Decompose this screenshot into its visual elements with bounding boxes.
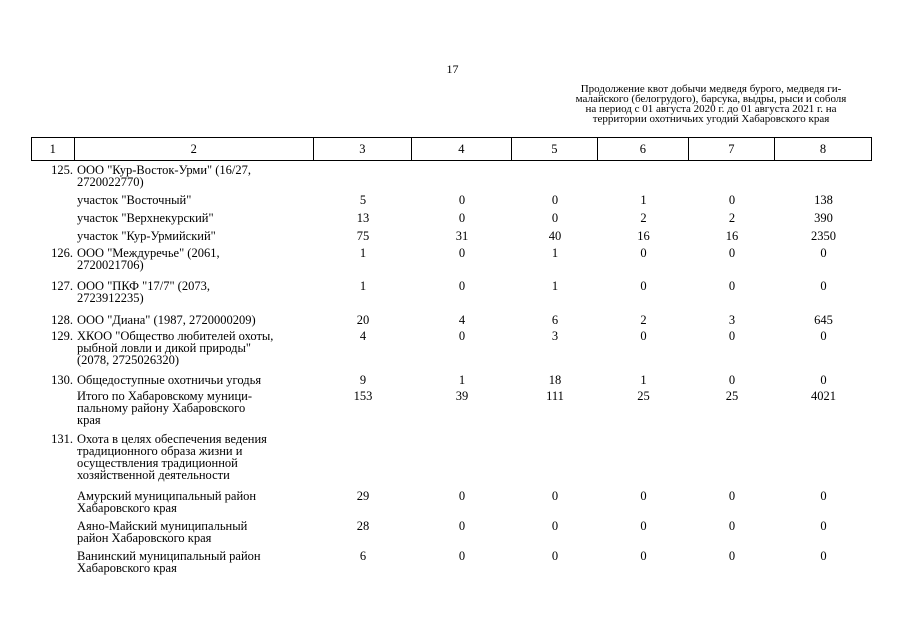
value-col-4: 1 <box>458 373 466 387</box>
row-name <box>76 544 314 574</box>
row-name-line: участок "Кур-Урмийский" <box>77 229 216 243</box>
value-col-4 <box>412 161 512 188</box>
value-col-7: 0 <box>728 519 736 533</box>
value-col-6: 1 <box>640 373 647 387</box>
table-body <box>31 161 872 574</box>
value-col-7: 0 <box>728 246 736 260</box>
table-row <box>31 242 872 271</box>
value-col-5 <box>512 426 598 481</box>
table-row <box>31 271 872 304</box>
value-col-6 <box>598 161 689 188</box>
value-col-3: 6 <box>359 549 367 563</box>
value-col-7: 25 <box>725 389 739 403</box>
caption-line: на период с 01 августа 2020 г. до 01 августа 2021 г. на <box>585 103 837 115</box>
value-col-6: 0 <box>640 279 647 293</box>
row-number: 128. <box>51 313 73 327</box>
row-name-line: Общедоступные охотничьи угодья <box>77 373 262 387</box>
value-col-3: 4 <box>359 329 367 343</box>
row-name <box>76 224 314 242</box>
row-name-line: (2078, 2725026320) <box>77 353 180 367</box>
row-name <box>76 304 314 326</box>
value-col-3: 5 <box>359 193 367 207</box>
row-name-line: 2720022770) <box>77 175 144 189</box>
value-col-5: 1 <box>551 246 559 260</box>
row-name-line: 2723912235) <box>77 291 144 305</box>
row-name <box>76 481 314 514</box>
row-name-line: рыбной ловли и дикой природы" <box>77 341 252 355</box>
row-name-line: 2720021706) <box>77 258 144 272</box>
value-col-5: 40 <box>548 229 562 243</box>
value-col-6: 25 <box>637 389 650 403</box>
table-row <box>31 161 872 188</box>
value-col-8 <box>775 426 872 481</box>
value-col-4: 0 <box>458 211 466 225</box>
header-cell-8: 8 <box>774 138 871 161</box>
value-col-6: 16 <box>637 229 650 243</box>
row-name-line: участок "Верхнекурский" <box>77 211 214 225</box>
row-name-line: участок "Восточный" <box>77 193 192 207</box>
row-name-line: Охота в целях обеспечения ведения <box>77 432 267 446</box>
value-col-4 <box>412 426 512 481</box>
value-col-5: 3 <box>551 329 559 343</box>
value-col-7 <box>689 161 775 188</box>
row-name <box>76 161 314 188</box>
row-name-line: ООО "Кур-Восток-Урми" (16/27, <box>77 163 251 177</box>
value-col-4: 0 <box>458 549 466 563</box>
value-col-6: 0 <box>640 519 647 533</box>
row-name <box>76 271 314 304</box>
caption-line: малайского (белогрудого), барсука, выдры, рыси и соболя <box>575 93 847 105</box>
table-header <box>31 137 872 161</box>
header-cell-2: 2 <box>74 138 313 161</box>
row-name-line: Хабаровского края <box>77 561 177 575</box>
row-number <box>31 544 76 574</box>
row-name-line: края <box>77 413 101 427</box>
value-col-6: 0 <box>640 329 647 343</box>
value-col-4: 0 <box>458 193 466 207</box>
value-col-5: 6 <box>551 313 559 327</box>
row-name <box>76 386 314 426</box>
value-col-5: 1 <box>551 279 559 293</box>
row-name-line: ХКОО "Общество любителей охоты, <box>77 329 274 343</box>
row-number: 125. <box>51 163 73 177</box>
row-name <box>76 206 314 224</box>
table-row <box>31 426 872 481</box>
row-number: 131. <box>51 432 73 446</box>
value-col-6: 0 <box>640 549 647 563</box>
value-col-5: 0 <box>551 489 559 503</box>
value-col-4: 39 <box>455 389 469 403</box>
table-row <box>31 481 872 514</box>
value-col-6: 1 <box>640 193 647 207</box>
value-col-5: 0 <box>551 549 559 563</box>
value-col-3: 9 <box>359 373 367 387</box>
value-col-3: 75 <box>356 229 370 243</box>
value-col-8: 0 <box>820 549 827 563</box>
row-number <box>31 481 76 514</box>
value-col-8: 138 <box>814 193 833 207</box>
value-col-7: 16 <box>725 229 739 243</box>
row-number <box>31 188 76 206</box>
value-col-7: 2 <box>728 211 736 225</box>
row-name-line: Амурский муниципальный район <box>77 489 257 503</box>
row-name <box>76 188 314 206</box>
row-name-line: ООО "ПКФ "17/7" (2073, <box>77 279 210 293</box>
quota-table <box>31 161 872 574</box>
row-name-line: хозяйственной деятельности <box>77 468 230 482</box>
value-col-3 <box>314 426 412 481</box>
value-col-8: 645 <box>814 313 833 327</box>
table-row <box>31 304 872 326</box>
value-col-5: 111 <box>546 389 564 403</box>
value-col-3: 1 <box>359 246 367 260</box>
value-col-6: 2 <box>640 313 647 327</box>
header-cell-3: 3 <box>313 138 411 161</box>
header-cell-5: 5 <box>511 138 597 161</box>
value-col-4: 31 <box>455 229 469 243</box>
value-col-3: 1 <box>359 279 367 293</box>
value-col-3: 153 <box>353 389 373 403</box>
row-name <box>76 242 314 271</box>
value-col-7: 0 <box>728 549 736 563</box>
value-col-3: 29 <box>356 489 370 503</box>
value-col-8 <box>775 161 872 188</box>
value-col-7: 3 <box>728 313 736 327</box>
value-col-3: 20 <box>356 313 370 327</box>
header-cell-7: 7 <box>688 138 774 161</box>
value-col-8: 0 <box>820 373 827 387</box>
value-col-3: 13 <box>356 211 370 225</box>
caption-line: Продолжение квот добычи медведя бурого, медведя ги- <box>580 83 842 95</box>
table-row <box>31 366 872 386</box>
table-row <box>31 326 872 366</box>
row-number: 127. <box>51 279 73 293</box>
value-col-6: 0 <box>640 489 647 503</box>
value-col-5: 0 <box>551 519 559 533</box>
row-name-line: ООО "Диана" (1987, 2720000209) <box>77 313 256 327</box>
page-number: 17 <box>446 62 459 76</box>
value-col-7: 0 <box>728 279 736 293</box>
row-name-line: традиционного образа жизни и <box>77 444 243 458</box>
row-number <box>31 224 76 242</box>
value-col-8: 390 <box>814 211 833 225</box>
table-row <box>31 224 872 242</box>
header-row <box>32 138 872 161</box>
table-row <box>31 206 872 224</box>
caption-line: территории охотничьих угодий Хабаровского края <box>592 113 830 125</box>
row-number: 130. <box>51 373 73 387</box>
row-name-line: Аяно-Майский муниципальный <box>77 519 248 533</box>
row-name <box>76 514 314 544</box>
value-col-7: 0 <box>728 489 736 503</box>
value-col-4: 4 <box>458 313 466 327</box>
row-number <box>31 206 76 224</box>
row-name-line: район Хабаровского края <box>77 531 212 545</box>
row-number <box>31 514 76 544</box>
table-caption <box>548 84 874 124</box>
row-name-line: пальному району Хабаровского <box>77 401 246 415</box>
row-name <box>76 426 314 481</box>
row-name-line: Хабаровского края <box>77 501 177 515</box>
table-row <box>31 544 872 574</box>
value-col-8: 4021 <box>811 389 836 403</box>
value-col-4: 0 <box>458 279 466 293</box>
header-cell-1: 1 <box>32 138 75 161</box>
value-col-5: 18 <box>548 373 562 387</box>
value-col-7: 0 <box>728 193 736 207</box>
header-cell-4: 4 <box>411 138 511 161</box>
value-col-6 <box>598 426 689 481</box>
row-name-line: ООО "Междуречье" (2061, <box>77 246 220 260</box>
row-name <box>76 326 314 366</box>
row-name-line: осуществления традиционной <box>77 456 238 470</box>
row-number: 126. <box>51 246 73 260</box>
row-name-line: Ванинский муниципальный район <box>77 549 261 563</box>
value-col-6: 0 <box>640 246 647 260</box>
value-col-7: 0 <box>728 329 736 343</box>
value-col-8: 0 <box>820 246 827 260</box>
value-col-5: 0 <box>551 193 559 207</box>
value-col-4: 0 <box>458 489 466 503</box>
value-col-8: 0 <box>820 279 827 293</box>
value-col-8: 2350 <box>811 229 836 243</box>
row-name <box>76 366 314 386</box>
value-col-7: 0 <box>728 373 736 387</box>
value-col-5 <box>512 161 598 188</box>
value-col-7 <box>689 426 775 481</box>
table-row <box>31 514 872 544</box>
row-name-line: Итого по Хабаровскому муници- <box>77 389 253 403</box>
table-row <box>31 188 872 206</box>
row-number: 129. <box>51 329 73 343</box>
header-cell-6: 6 <box>597 138 688 161</box>
value-col-5: 0 <box>551 211 559 225</box>
value-col-3: 28 <box>356 519 370 533</box>
value-col-8: 0 <box>820 489 827 503</box>
value-col-8: 0 <box>820 329 827 343</box>
value-col-4: 0 <box>458 519 466 533</box>
table-row <box>31 386 872 426</box>
value-col-4: 0 <box>458 246 466 260</box>
value-col-8: 0 <box>820 519 827 533</box>
value-col-4: 0 <box>458 329 466 343</box>
value-col-6: 2 <box>640 211 647 225</box>
value-col-3 <box>314 161 412 188</box>
row-number <box>31 386 76 426</box>
